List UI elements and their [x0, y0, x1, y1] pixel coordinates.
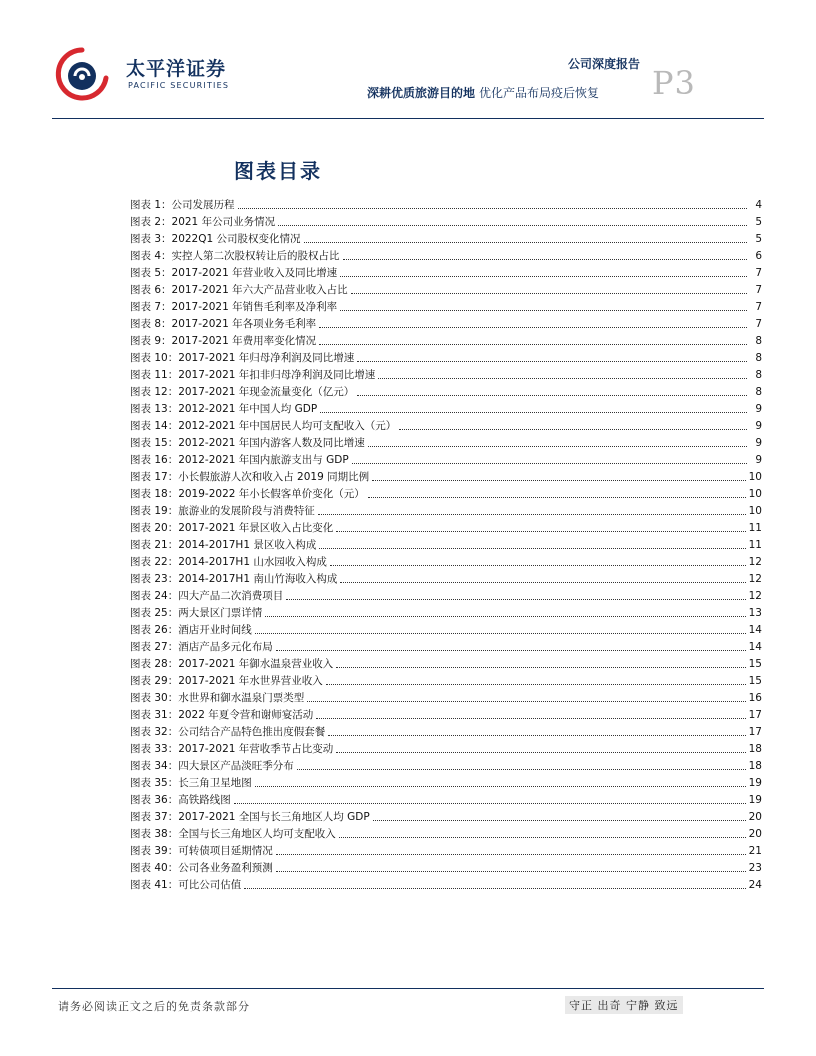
toc-dot-leader	[357, 395, 747, 396]
toc-dot-leader	[316, 718, 745, 719]
toc-entry[interactable]	[130, 331, 762, 348]
toc-dot-leader	[278, 225, 747, 226]
toc-entry-page[interactable]: 12	[748, 556, 762, 568]
subtitle-bold-part: 深耕优质旅游目的地	[367, 86, 476, 100]
toc-dot-leader	[276, 650, 746, 651]
toc-entry-label[interactable]: 图表 19：旅游业的发展阶段与消费特征	[130, 505, 315, 517]
toc-dot-leader	[244, 888, 745, 889]
toc-entry[interactable]	[130, 399, 762, 416]
toc-entry-page[interactable]: 7	[755, 301, 762, 313]
toc-dot-leader	[286, 599, 745, 600]
toc-entry-label[interactable]: 图表 24：四大产品二次消费项目	[130, 590, 284, 602]
toc-dot-leader	[304, 242, 747, 243]
toc-entry-label[interactable]: 图表 2：2021 年公司业务情况	[130, 216, 276, 228]
toc-entry[interactable]	[130, 535, 762, 552]
toc-entry-label[interactable]: 图表 40：公司各业务盈利预测	[130, 862, 273, 874]
toc-entry[interactable]	[130, 297, 762, 314]
toc-entry-label[interactable]: 图表 18：2019-2022 年小长假客单价变化（元）	[130, 488, 365, 500]
figure-list	[130, 195, 762, 892]
toc-dot-leader	[328, 735, 745, 736]
toc-entry-page[interactable]: 7	[755, 267, 762, 279]
toc-entry[interactable]	[130, 790, 762, 807]
toc-entry[interactable]	[130, 518, 762, 535]
toc-entry-label[interactable]: 图表 31：2022 年夏令营和谢师宴活动	[130, 709, 314, 721]
toc-entry[interactable]	[130, 603, 762, 620]
header-divider	[52, 118, 764, 119]
toc-entry[interactable]	[130, 875, 762, 892]
toc-entry-label[interactable]: 图表 15：2012-2021 年国内游客人数及同比增速	[130, 437, 365, 449]
toc-dot-leader	[343, 259, 747, 260]
toc-entry[interactable]	[130, 450, 762, 467]
footer-divider	[52, 988, 764, 989]
toc-entry[interactable]	[130, 365, 762, 382]
toc-entry-page[interactable]: 6	[755, 250, 762, 262]
toc-entry-page[interactable]: 10	[748, 488, 762, 500]
toc-entry-page[interactable]: 4	[755, 199, 762, 211]
toc-entry[interactable]	[130, 824, 762, 841]
toc-entry-label[interactable]: 图表 23：2014-2017H1 南山竹海收入构成	[130, 573, 338, 585]
toc-entry[interactable]	[130, 246, 762, 263]
toc-entry[interactable]	[130, 841, 762, 858]
toc-entry[interactable]	[130, 671, 762, 688]
toc-entry-label[interactable]: 图表 29：2017-2021 年水世界营业收入	[130, 675, 323, 687]
toc-entry-page[interactable]: 7	[755, 318, 762, 330]
toc-entry-label[interactable]: 图表 1：公司发展历程	[130, 199, 235, 211]
toc-dot-leader	[339, 837, 746, 838]
toc-entry[interactable]	[130, 467, 762, 484]
toc-entry-page[interactable]: 11	[748, 539, 762, 551]
toc-dot-leader	[255, 633, 746, 634]
toc-entry-page[interactable]: 9	[755, 454, 762, 466]
toc-entry-page[interactable]: 9	[755, 403, 762, 415]
toc-entry[interactable]	[130, 654, 762, 671]
toc-entry[interactable]	[130, 756, 762, 773]
toc-entry-label[interactable]: 图表 41：可比公司估值	[130, 879, 242, 891]
toc-dot-leader	[319, 548, 745, 549]
toc-entry-label[interactable]: 图表 11：2017-2021 年扣非归母净利润及同比增速	[130, 369, 376, 381]
toc-dot-leader	[336, 667, 745, 668]
disclaimer-text: 请务必阅读正文之后的免责条款部分	[58, 1000, 250, 1013]
toc-dot-leader	[276, 854, 746, 855]
toc-dot-leader	[340, 582, 745, 583]
toc-entry-label[interactable]: 图表 10：2017-2021 年归母净利润及同比增速	[130, 352, 355, 364]
toc-dot-leader	[352, 463, 747, 464]
toc-entry-label[interactable]: 图表 22：2014-2017H1 山水园收入构成	[130, 556, 327, 568]
toc-entry-label[interactable]: 图表 28：2017-2021 年御水温泉营业收入	[130, 658, 334, 670]
pacific-securities-logo-icon	[50, 44, 114, 104]
toc-dot-leader	[368, 446, 747, 447]
toc-entry[interactable]	[130, 280, 762, 297]
toc-entry-label[interactable]: 图表 3：2022Q1 公司股权变化情况	[130, 233, 301, 245]
toc-entry-page[interactable]: 20	[748, 828, 762, 840]
toc-entry[interactable]	[130, 195, 762, 212]
toc-dot-leader	[336, 531, 745, 532]
toc-entry-page[interactable]: 9	[755, 420, 762, 432]
toc-entry-label[interactable]: 图表 7：2017-2021 年销售毛利率及净利率	[130, 301, 338, 313]
toc-entry-page[interactable]: 21	[748, 845, 762, 857]
toc-dot-leader	[326, 684, 746, 685]
toc-entry[interactable]	[130, 484, 762, 501]
toc-entry[interactable]	[130, 807, 762, 824]
toc-title: 图表目录	[234, 159, 322, 183]
toc-entry-page[interactable]: 10	[748, 471, 762, 483]
toc-dot-leader	[265, 616, 745, 617]
toc-entry-page[interactable]: 12	[748, 573, 762, 585]
toc-dot-leader	[399, 429, 747, 430]
toc-entry-page[interactable]: 11	[748, 522, 762, 534]
toc-dot-leader	[368, 497, 746, 498]
toc-entry[interactable]	[130, 858, 762, 875]
toc-dot-leader	[234, 803, 746, 804]
toc-entry[interactable]	[130, 688, 762, 705]
toc-entry-label[interactable]: 图表 37：2017-2021 全国与长三角地区人均 GDP	[130, 811, 370, 823]
toc-entry[interactable]	[130, 722, 762, 739]
toc-entry-page[interactable]: 9	[755, 437, 762, 449]
report-type-label: 公司深度报告	[567, 57, 640, 71]
toc-dot-leader	[238, 208, 747, 209]
toc-entry-page[interactable]: 18	[748, 760, 762, 772]
toc-dot-leader	[276, 871, 746, 872]
toc-entry[interactable]	[130, 552, 762, 569]
toc-entry-label[interactable]: 图表 12：2017-2021 年现金流量变化（亿元）	[130, 386, 355, 398]
toc-dot-leader	[330, 565, 746, 566]
toc-entry-label[interactable]: 图表 34：四大景区产品淡旺季分布	[130, 760, 294, 772]
toc-entry[interactable]	[130, 416, 762, 433]
toc-entry-page[interactable]: 15	[748, 658, 762, 670]
toc-entry-label[interactable]: 图表 4：实控人第二次股权转让后的股权占比	[130, 250, 340, 262]
toc-entry[interactable]	[130, 212, 762, 229]
toc-entry-page[interactable]: 14	[748, 624, 762, 636]
toc-entry-page[interactable]: 5	[755, 216, 762, 228]
toc-entry-page[interactable]: 8	[755, 386, 762, 398]
toc-dot-leader	[319, 344, 747, 345]
toc-entry[interactable]	[130, 569, 762, 586]
toc-dot-leader	[340, 310, 747, 311]
toc-entry-label[interactable]: 图表 13：2012-2021 年中国人均 GDP	[130, 403, 318, 415]
page-number-mark: P3	[652, 64, 696, 102]
toc-entry[interactable]	[130, 586, 762, 603]
toc-entry-page[interactable]: 10	[748, 505, 762, 517]
toc-dot-leader	[336, 752, 745, 753]
toc-entry-page[interactable]: 5	[755, 233, 762, 245]
toc-entry[interactable]	[130, 773, 762, 790]
toc-entry-page[interactable]: 17	[748, 726, 762, 738]
toc-entry[interactable]	[130, 348, 762, 365]
toc-entry-page[interactable]: 17	[748, 709, 762, 721]
toc-dot-leader	[297, 769, 746, 770]
toc-entry-page[interactable]: 8	[755, 369, 762, 381]
toc-entry-label[interactable]: 图表 32：公司结合产品特色推出度假套餐	[130, 726, 326, 738]
toc-entry-page[interactable]: 7	[755, 284, 762, 296]
company-logo	[50, 44, 230, 104]
toc-entry[interactable]	[130, 620, 762, 637]
toc-entry-label[interactable]: 图表 20：2017-2021 年景区收入占比变化	[130, 522, 334, 534]
toc-entry-label[interactable]: 图表 27：酒店产品多元化布局	[130, 641, 273, 653]
company-motto: 守正 出奇 宁静 致远	[565, 996, 683, 1014]
toc-entry-label[interactable]: 图表 36：高铁路线图	[130, 794, 231, 806]
toc-entry-label[interactable]: 图表 26：酒店开业时间线	[130, 624, 252, 636]
toc-dot-leader	[319, 327, 747, 328]
toc-dot-leader	[320, 412, 747, 413]
toc-entry-label[interactable]: 图表 30：水世界和御水温泉门票类型	[130, 692, 305, 704]
toc-entry[interactable]	[130, 739, 762, 756]
toc-entry-label[interactable]: 图表 14：2012-2021 年中国居民人均可支配收入（元）	[130, 420, 397, 432]
logo-chinese-name: 太平洋证券	[126, 58, 227, 80]
toc-dot-leader	[373, 820, 746, 821]
toc-entry[interactable]	[130, 314, 762, 331]
logo-english-name: PACIFIC SECURITIES	[128, 81, 230, 90]
toc-entry-label[interactable]: 图表 16：2012-2021 年国内旅游支出与 GDP	[130, 454, 349, 466]
toc-entry-label[interactable]: 图表 17：小长假旅游人次和收入占 2019 同期比例	[130, 471, 370, 483]
toc-entry-label[interactable]: 图表 35：长三角卫星地图	[130, 777, 252, 789]
toc-entry-page[interactable]: 20	[748, 811, 762, 823]
toc-dot-leader	[378, 378, 747, 379]
toc-entry-label[interactable]: 图表 39：可转债项目延期情况	[130, 845, 273, 857]
report-subtitle	[367, 84, 599, 101]
toc-entry-page[interactable]: 8	[755, 335, 762, 347]
toc-dot-leader	[351, 293, 747, 294]
toc-entry-label[interactable]: 图表 5：2017-2021 年营业收入及同比增速	[130, 267, 338, 279]
toc-entry-label[interactable]: 图表 8：2017-2021 年各项业务毛利率	[130, 318, 317, 330]
toc-entry[interactable]	[130, 229, 762, 246]
toc-entry[interactable]	[130, 705, 762, 722]
toc-entry-page[interactable]: 15	[748, 675, 762, 687]
toc-entry-page[interactable]: 23	[748, 862, 762, 874]
toc-entry-page[interactable]: 13	[748, 607, 762, 619]
toc-entry-page[interactable]: 18	[748, 743, 762, 755]
toc-entry-page[interactable]: 14	[748, 641, 762, 653]
toc-entry[interactable]	[130, 433, 762, 450]
toc-entry[interactable]	[130, 263, 762, 280]
toc-entry-page[interactable]: 24	[748, 879, 762, 891]
toc-dot-leader	[307, 701, 745, 702]
toc-entry[interactable]	[130, 501, 762, 518]
toc-entry-label[interactable]: 图表 25：两大景区门票详情	[130, 607, 263, 619]
toc-entry-label[interactable]: 图表 21：2014-2017H1 景区收入构成	[130, 539, 317, 551]
toc-dot-leader	[255, 786, 746, 787]
toc-entry-page[interactable]: 16	[748, 692, 762, 704]
toc-entry-page[interactable]: 12	[748, 590, 762, 602]
toc-entry-page[interactable]: 19	[748, 794, 762, 806]
toc-entry[interactable]	[130, 637, 762, 654]
toc-dot-leader	[372, 480, 746, 481]
toc-entry-page[interactable]: 8	[755, 352, 762, 364]
toc-entry-label[interactable]: 图表 38：全国与长三角地区人均可支配收入	[130, 828, 336, 840]
toc-dot-leader	[357, 361, 747, 362]
toc-entry[interactable]	[130, 382, 762, 399]
subtitle-plain-part: 优化产品布局疫后恢复	[479, 86, 600, 100]
toc-entry-label[interactable]: 图表 33：2017-2021 年营收季节占比变动	[130, 743, 334, 755]
toc-dot-leader	[318, 514, 746, 515]
toc-dot-leader	[340, 276, 747, 277]
toc-entry-page[interactable]: 19	[748, 777, 762, 789]
toc-entry-label[interactable]: 图表 6：2017-2021 年六大产品营业收入占比	[130, 284, 348, 296]
toc-entry-label[interactable]: 图表 9：2017-2021 年费用率变化情况	[130, 335, 317, 347]
